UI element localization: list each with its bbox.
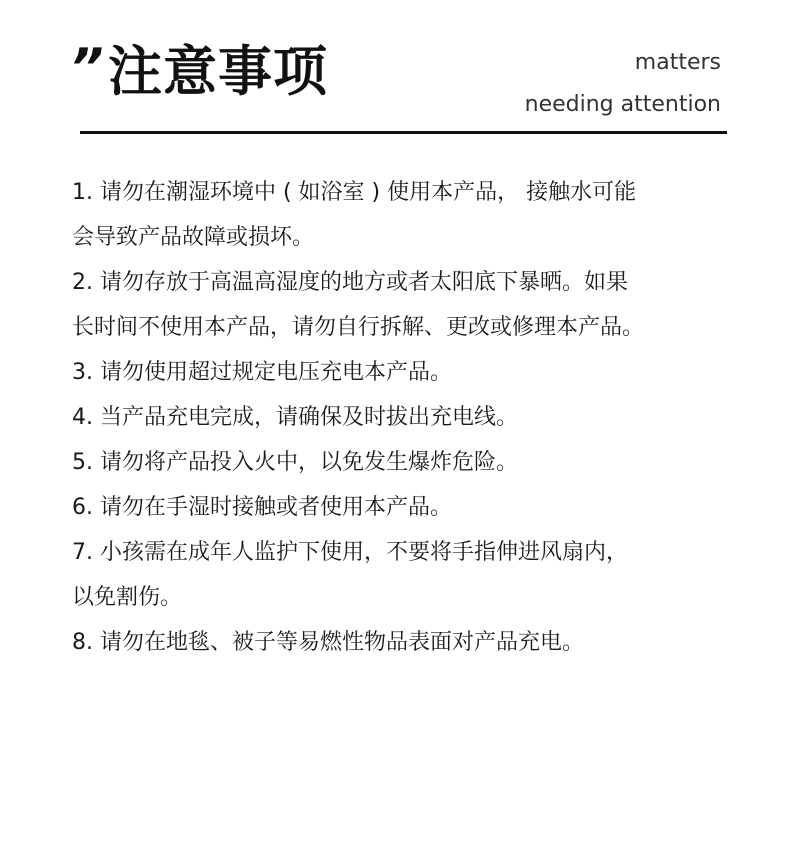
english-title-line-1: matters (634, 50, 721, 75)
note-item-7 (72, 530, 722, 620)
page-title: 注意事项 (108, 40, 328, 103)
note-line: 3. 请勿使用超过规定电压充电本产品。 (72, 360, 452, 385)
note-line: 1. 请勿在潮湿环境中 ( 如浴室 ) 使用本产品， 接触水可能 (72, 180, 637, 205)
note-line: 8. 请勿在地毯、被子等易燃性物品表面对产品充电。 (72, 630, 584, 655)
note-item-6 (72, 485, 722, 530)
quote-mark-icon: ” (70, 38, 100, 98)
note-line: 会导致产品故障或损坏。 (72, 225, 315, 250)
note-item-2 (72, 260, 722, 350)
note-item-8 (72, 620, 722, 665)
note-line: 2. 请勿存放于高温高湿度的地方或者太阳底下暴晒。如果 (72, 270, 628, 295)
notes-list (72, 170, 722, 665)
header-divider (80, 131, 727, 134)
note-line: 以免割伤。 (72, 585, 183, 610)
note-item-5 (72, 440, 722, 485)
note-item-3 (72, 350, 722, 395)
note-item-4 (72, 395, 722, 440)
note-line: 4. 当产品充电完成，请确保及时拔出充电线。 (72, 405, 518, 430)
note-item-1 (72, 170, 722, 260)
note-line: 7. 小孩需在成年人监护下使用，不要将手指伸进风扇内， (72, 540, 628, 565)
note-line: 6. 请勿在手湿时接触或者使用本产品。 (72, 495, 452, 520)
note-line: 5. 请勿将产品投入火中，以免发生爆炸危险。 (72, 450, 518, 475)
english-title (525, 42, 721, 126)
header (0, 0, 790, 140)
english-title-line-2: needing attention (524, 92, 721, 117)
note-line: 长时间不使用本产品，请勿自行拆解、更改或修理本产品。 (72, 315, 645, 340)
